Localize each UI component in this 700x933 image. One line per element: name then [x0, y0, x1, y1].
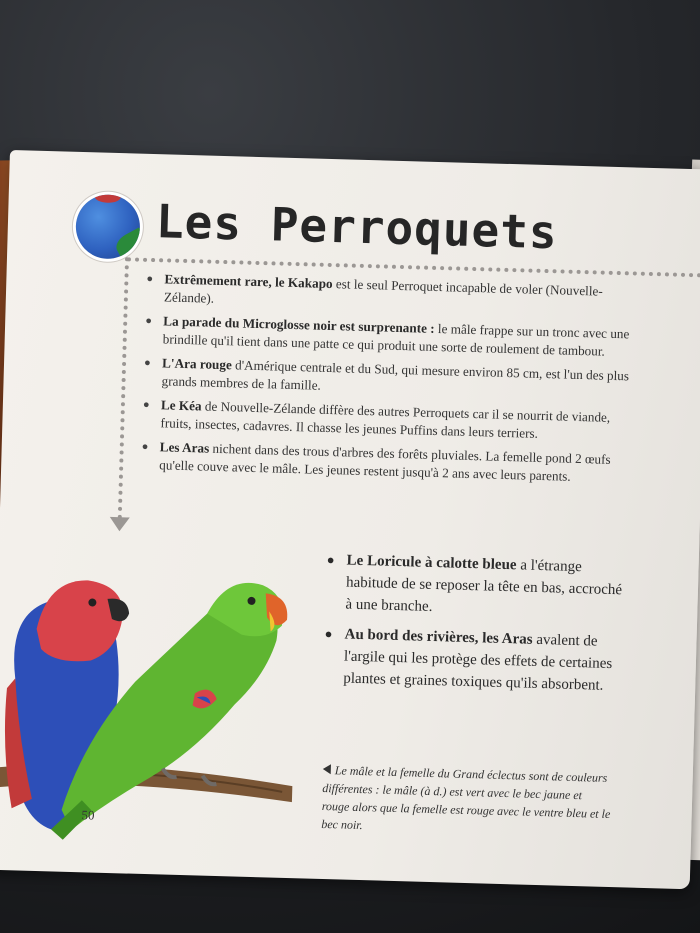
page-title: Les Perroquets — [155, 194, 559, 260]
parrot-illustration — [0, 538, 319, 847]
fact-aras-argile: ● Au bord des rivières, les Aras avalent de l'argile qui les protège des effets de certaines plantes et graines toxiques qu'ils absorbent. — [323, 623, 625, 697]
fact-aras-nid: ● Les Aras nichent dans des trous d'arbres des forêts pluviales. La femelle pond 2 œufs qu'elle couve avec le mâle. Les jeunes restent jusqu'à 2 ans avec leurs parents. — [141, 438, 642, 488]
book-page — [0, 150, 700, 889]
fact-loricule: ● Le Loricule à calotte bleue a l'étrange habitude de se reposer la tête en bas, accroché à une branche. — [325, 549, 627, 623]
fact-microglosse: ● La parade du Microglosse noir est surprenante : le mâle frappe sur un tronc avec une brindille qu'il tient dans une patte ce qui produit une sorte de roulement de tambour. — [145, 312, 646, 362]
page-number: 50 — [81, 807, 95, 823]
fact-kea: ● Le Kéa de Nouvelle-Zélande diffère des autres Perroquets car il se nourrit de viande, fruits, insectes, cadavres. Il chasse les jeunes Puffins dans leurs terriers. — [142, 396, 643, 446]
illustration-caption: Le mâle et la femelle du Grand éclectus sont de couleurs différentes : le mâle (à d.) est vert avec le bec jaune et rouge alors que la femelle est rouge avec le ventre bleu et le bec noir. — [321, 763, 611, 833]
caption-arrow-icon — [323, 764, 331, 774]
fact-ara-rouge: ● L'Ara rouge d'Amérique centrale et du Sud, qui mesure environ 85 cm, est l'un des plus grands membres de la famille. — [143, 354, 644, 404]
fact-list — [141, 270, 647, 494]
dotted-guide-line — [118, 257, 129, 519]
fact-list-right — [323, 549, 627, 705]
arrow-down-icon — [109, 517, 129, 532]
fact-kakapo: ● Extrêmement rare, le Kakapo est le seul Perroquet incapable de voler (Nouvelle-Zélande). — [146, 270, 647, 320]
globe-icon — [75, 194, 141, 260]
